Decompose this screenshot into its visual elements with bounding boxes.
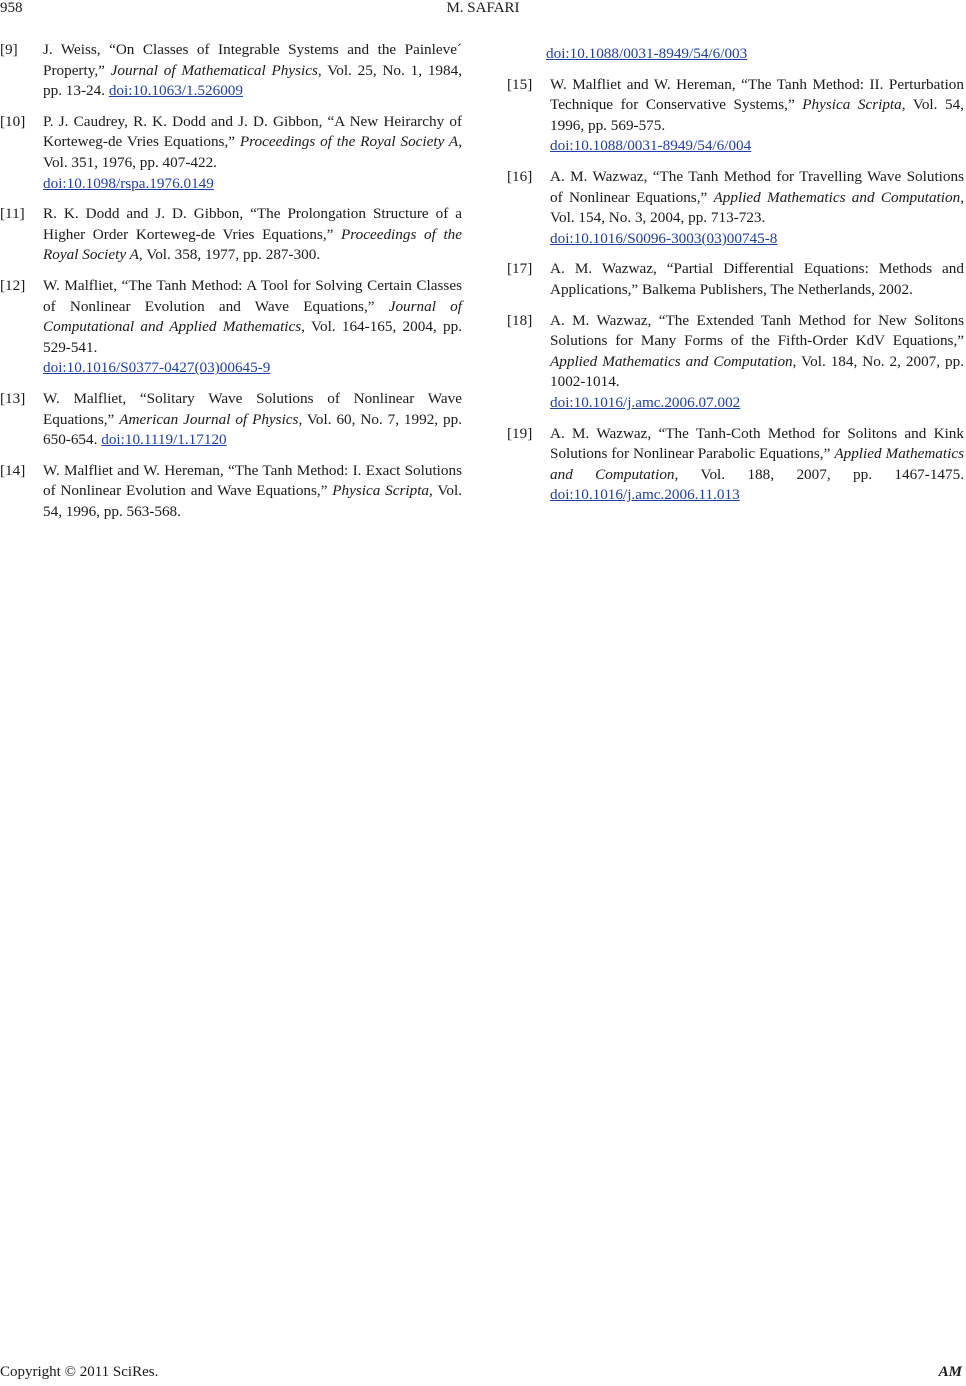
reference-number: [19] xyxy=(507,424,533,442)
reference-details: , Vol. 25, No. 1, 1984, pp. 13-24. xyxy=(43,61,462,100)
reference-number: [17] xyxy=(507,260,533,278)
reference-number: [12] xyxy=(0,276,26,294)
reference-number: [10] xyxy=(0,112,26,130)
reference-item xyxy=(0,461,462,523)
reference-number: [13] xyxy=(0,389,26,407)
doi-link[interactable]: doi:10.1016/S0377-0427(03)00645-9 xyxy=(43,359,271,377)
reference-text: P. J. Caudrey, R. K. Dodd and J. D. Gibbon, “A New Heirarchy of Korteweg-de Vries Equations,” xyxy=(43,112,462,151)
reference-text: W. Malfliet and W. Hereman, “The Tanh Method: II. Perturbation Technique for Conservative Systems,” xyxy=(550,75,964,114)
reference-details: , Vol. 60, No. 7, 1992, pp. 650-654. xyxy=(43,410,463,449)
reference-details: , Vol. 351, 1976, pp. 407-422. xyxy=(43,133,463,171)
reference-journal: Journal of Mathematical Physics xyxy=(110,61,318,79)
doi-link[interactable]: doi:10.1016/j.amc.2006.07.002 xyxy=(550,393,741,411)
reference-number: [9] xyxy=(0,41,18,58)
footer-copyright: Copyright © 2011 SciRes. xyxy=(0,1364,159,1380)
footer-journal-abbrev: AM xyxy=(938,1364,962,1380)
doi-link[interactable]: doi:10.1063/1.526009 xyxy=(108,82,243,100)
reference-text: A. M. Wazwaz, “Partial Differential Equations: Methods and Applications,” Balkema Publishers, The Netherlands, 2002. xyxy=(550,260,964,298)
reference-item xyxy=(0,112,462,194)
doi-link[interactable]: doi:10.1016/j.amc.2006.11.013 xyxy=(550,486,740,504)
reference-item xyxy=(0,204,462,266)
reference-journal: Applied Mathematics and Computation xyxy=(550,445,964,483)
doi-link[interactable]: doi:10.1098/rspa.1976.0149 xyxy=(43,174,214,192)
running-head: M. SAFARI xyxy=(446,0,520,16)
reference-text: J. Weiss, “On Classes of Integrable Systems and the Painleve´ Property,” xyxy=(43,41,462,79)
reference-details: , Vol. 54, 1996, pp. 569-575. xyxy=(550,96,964,134)
reference-number: [15] xyxy=(507,75,533,93)
reference-text: A. M. Wazwaz, “The Extended Tanh Method for New Solitons Solutions for Many Forms of the Fifth-Order KdV Equations,” xyxy=(550,311,964,350)
references-left-column xyxy=(0,40,462,532)
reference-item xyxy=(507,424,964,506)
reference-journal: Journal of Computational and Applied Mathematics xyxy=(43,297,462,336)
reference-details: , Vol. 164-165, 2004, pp. 529-541. xyxy=(43,318,462,356)
reference-continuation xyxy=(507,44,964,65)
reference-text: W. Malfliet, “Solitary Wave Solutions of Nonlinear Wave Equations,” xyxy=(43,389,462,428)
reference-number: [18] xyxy=(507,311,533,329)
doi-link[interactable]: doi:10.1088/0031-8949/54/6/004 xyxy=(550,137,752,155)
reference-item xyxy=(507,75,964,157)
page-number: 958 xyxy=(0,0,23,16)
reference-details: , Vol. 154, No. 3, 2004, pp. 713-723. xyxy=(550,188,964,227)
doi-link[interactable]: doi:10.1119/1.17120 xyxy=(101,431,227,449)
doi-link[interactable]: doi:10.1016/S0096-3003(03)00745-8 xyxy=(550,229,778,247)
doi-link[interactable]: doi:10.1088/0031-8949/54/6/003 xyxy=(546,45,748,62)
reference-text: A. M. Wazwaz, “The Tanh Method for Travelling Wave Solutions of Nonlinear Equations,” xyxy=(550,167,964,206)
reference-item xyxy=(0,389,462,451)
reference-journal: Physica Scripta xyxy=(332,482,430,500)
reference-journal: Proceedings of the Royal Society A xyxy=(43,225,462,264)
reference-text: W. Malfliet, “The Tanh Method: A Tool for Solving Certain Classes of Nonlinear Evolution and Wave Equations,” xyxy=(43,276,462,315)
references-right-column xyxy=(507,44,964,516)
reference-journal: American Journal of Physics xyxy=(119,410,299,428)
reference-details: , Vol. 358, 1977, pp. 287-300. xyxy=(138,246,321,264)
reference-details: , Vol. 188, 2007, pp. 1467-1475. xyxy=(674,465,965,483)
reference-details: , Vol. 54, 1996, pp. 563-568. xyxy=(43,482,462,520)
reference-item xyxy=(507,259,964,300)
reference-number: [11] xyxy=(0,205,25,223)
reference-details: , Vol. 184, No. 2, 2007, pp. 1002-1014. xyxy=(550,352,964,391)
reference-item xyxy=(0,40,462,102)
reference-journal: Proceedings of the Royal Society A xyxy=(239,133,459,151)
reference-item xyxy=(507,311,964,414)
reference-item xyxy=(507,167,964,249)
reference-journal: Physica Scripta xyxy=(802,96,902,114)
reference-text: W. Malfliet and W. Hereman, “The Tanh Method: I. Exact Solutions of Nonlinear Evolution and Wave Equations,” xyxy=(43,461,462,500)
reference-journal: Applied Mathematics and Computation xyxy=(713,188,961,206)
reference-item xyxy=(0,276,462,379)
reference-journal: Applied Mathematics and Computation xyxy=(550,352,793,370)
reference-number: [16] xyxy=(507,167,533,185)
reference-text: R. K. Dodd and J. D. Gibbon, “The Prolongation Structure of a Higher Order Korteweg-de Vries Equations,” xyxy=(43,205,462,243)
reference-number: [14] xyxy=(0,461,26,479)
reference-text: A. M. Wazwaz, “The Tanh-Coth Method for Solitons and Kink Solutions for Nonlinear Parabolic Equations,” xyxy=(550,424,964,463)
